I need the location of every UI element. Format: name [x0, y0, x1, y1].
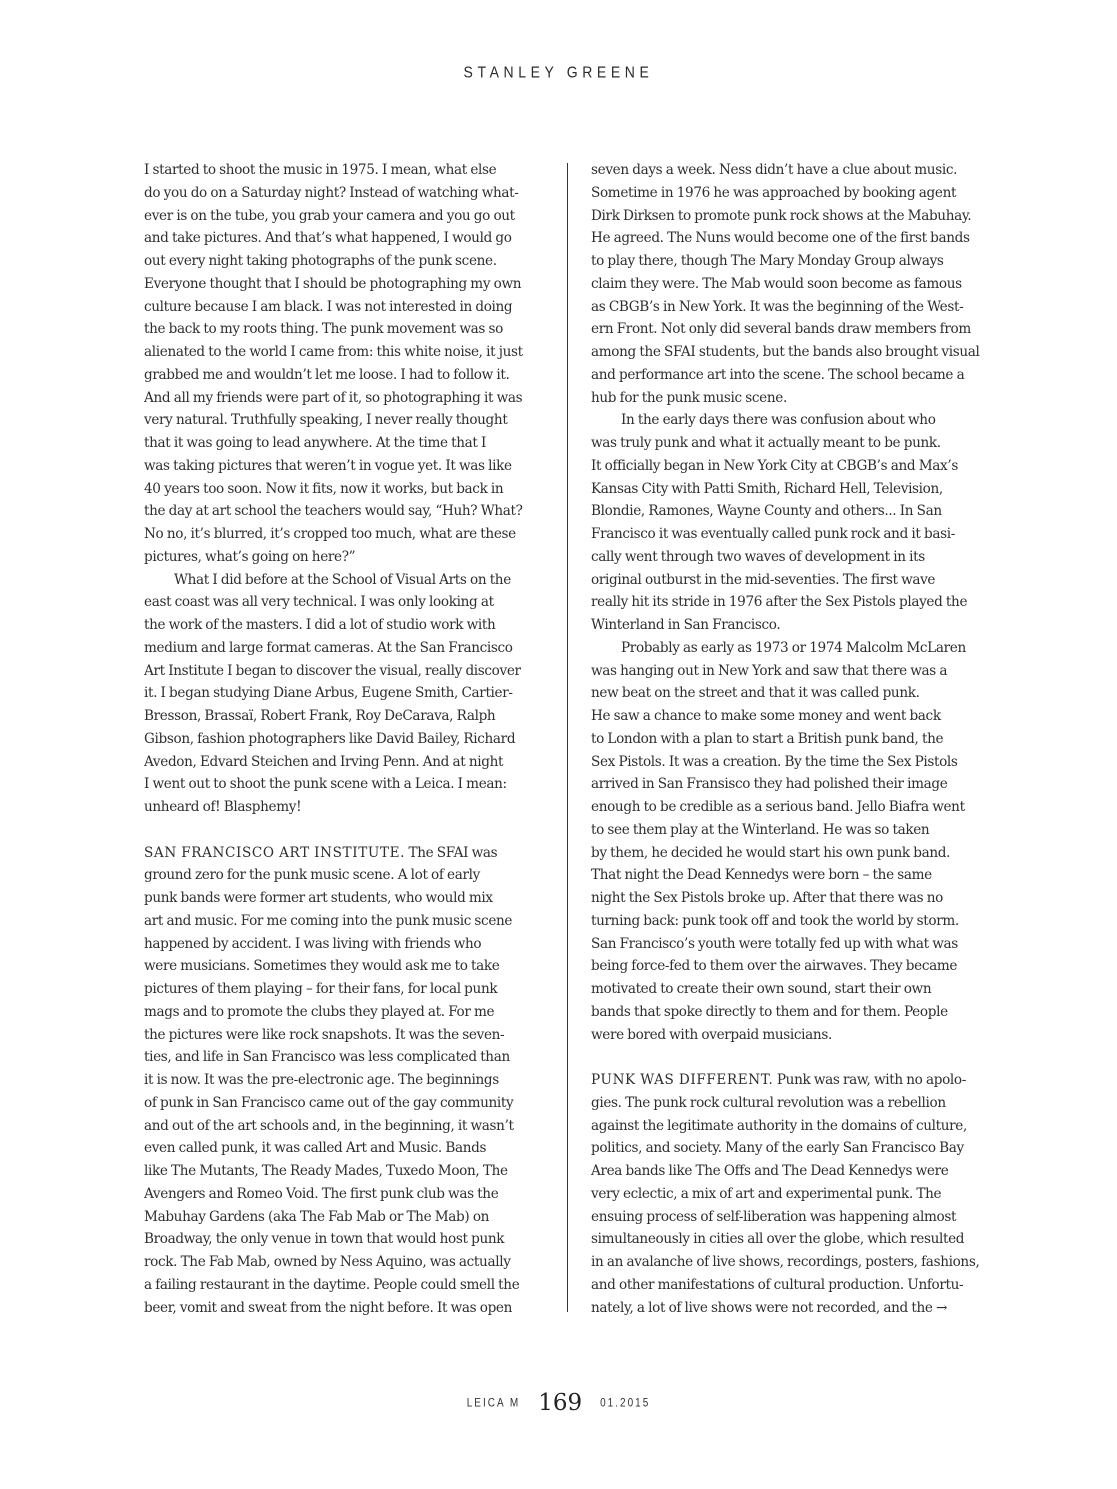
- text-line: happened by accident. I was living with friends who: [144, 935, 482, 952]
- section-gap: [591, 1046, 1001, 1069]
- text-line: rock. The Fab Mab, owned by Ness Aquino, was actually: [144, 1254, 511, 1270]
- text-line: mags and to promote the clubs they played at. For me: [144, 1003, 495, 1020]
- text-line: Mabuhay Gardens (aka The Fab Mab or The Mab) on: [144, 1208, 490, 1225]
- text-line: ern Front. Not only did several bands draw members from: [591, 321, 971, 338]
- text-line: Everyone thought that I should be photographing my own: [144, 275, 522, 292]
- text-line: nately, a lot of live shows were not recorded, and the →: [591, 1299, 948, 1316]
- text-line: Kansas City with Patti Smith, Richard Hell, Television,: [591, 480, 943, 497]
- text-line: Francisco it was eventually called punk rock and it basi-: [591, 526, 955, 542]
- text-line: hub for the punk music scene.: [591, 389, 787, 406]
- text-line: even called punk, it was called Art and Music. Bands: [144, 1140, 487, 1157]
- text-line: What I did before at the School of Visual Arts on the: [174, 571, 511, 588]
- text-line: unheard of! Blasphemy!: [144, 799, 302, 815]
- text-line: gies. The punk rock cultural revolution was a rebellion: [591, 1094, 946, 1111]
- text-line: He agreed. The Nuns would become one of the first bands: [591, 230, 970, 247]
- text-line: Probably as early as 1973 or 1974 Malcolm McLaren: [621, 639, 966, 656]
- text-line: arrived in San Fransisco they had polished their image: [591, 776, 948, 793]
- text-line: against the legitimate authority in the domains of culture,: [591, 1117, 967, 1134]
- section-san-francisco-art-institute: [144, 842, 544, 1320]
- issue-date: 01.2015: [600, 1396, 651, 1410]
- text-line: the back to my roots thing. The punk movement was so: [144, 321, 503, 338]
- paragraph-intro: [144, 159, 544, 569]
- left-column: [144, 159, 544, 1319]
- text-line: out every night taking photographs of the punk scene.: [144, 253, 497, 269]
- text-line: original outburst in the mid-seventies. The first wave: [591, 571, 936, 588]
- text-line: the day at art school the teachers would say, “Huh? What?: [144, 503, 523, 520]
- text-line: I started to shoot the music in 1975. I mean, what else: [144, 162, 497, 178]
- text-line: east coast was all very technical. I was only looking at: [144, 594, 494, 611]
- page-footer: [0, 1390, 1117, 1416]
- text-line: Winterland in San Francisco.: [591, 617, 781, 633]
- text-line: and performance art into the scene. The school became a: [591, 366, 965, 383]
- text-line: Sex Pistols. It was a creation. By the time the Sex Pistols: [591, 753, 958, 770]
- text-line: alienated to the world I came from: this white noise, it just: [144, 344, 523, 360]
- text-line: a failing restaurant in the daytime. People could smell the: [144, 1276, 520, 1293]
- text-line: motivated to create their own sound, start their own: [591, 981, 932, 997]
- text-line: bands that spoke directly to them and for them. People: [591, 1003, 948, 1020]
- text-line: 40 years too soon. Now it fits, now it works, but back in: [144, 480, 504, 497]
- text-line: to London with a plan to start a British punk band, the: [591, 730, 944, 747]
- column-divider: [567, 163, 568, 1312]
- section-heading: SAN FRANCISCO ART INSTITUTE.: [144, 844, 406, 861]
- section-body: [591, 1092, 1001, 1320]
- text-line: punk bands were former art students, who would mix: [144, 890, 493, 906]
- text-line: was truly punk and what it actually meant to be punk.: [591, 435, 941, 451]
- section-lead-text: The SFAI was: [405, 844, 498, 861]
- text-line: as CBGB’s in New York. It was the beginning of the West-: [591, 298, 964, 315]
- text-line: night the Sex Pistols broke up. After that there was no: [591, 890, 944, 906]
- text-line: like The Mutants, The Ready Mades, Tuxedo Moon, The: [144, 1163, 508, 1179]
- text-line: very eclectic, a mix of art and experimental punk. The: [591, 1185, 942, 1202]
- magazine-name: LEICA M: [466, 1396, 521, 1410]
- text-line: Gibson, fashion photographers like David Bailey, Richard: [144, 730, 516, 747]
- text-line: simultaneously in cities all over the globe, which resulted: [591, 1231, 965, 1248]
- paragraph-mclaren: [591, 637, 1001, 1047]
- text-line: by them, he decided he would start his own punk band.: [591, 844, 951, 861]
- text-line: pictures of them playing – for their fans, for local punk: [144, 981, 498, 997]
- text-line: No no, it’s blurred, it’s cropped too much, what are these: [144, 526, 516, 542]
- text-line: Sometime in 1976 he was approached by booking agent: [591, 184, 957, 201]
- text-line: Broadway, the only venue in town that would host punk: [144, 1231, 505, 1248]
- text-line: was taking pictures that weren’t in vogue yet. It was like: [144, 457, 512, 474]
- text-line: Art Institute I began to discover the visual, really discover: [144, 662, 521, 679]
- text-line: Bresson, Brassaï, Robert Frank, Roy DeCarava, Ralph: [144, 708, 496, 724]
- right-column: [591, 159, 1001, 1319]
- paragraph-school-of-visual-arts: [144, 569, 544, 819]
- text-line: ground zero for the punk music scene. A lot of early: [144, 867, 480, 884]
- text-line: enough to be credible as a serious band. Jello Biafra went: [591, 799, 965, 815]
- text-line: I went out to shoot the punk scene with a Leica. I mean:: [144, 776, 507, 793]
- text-line: San Francisco’s youth were totally fed up with what was: [591, 935, 958, 952]
- paragraph-mabuhay: [591, 159, 1001, 409]
- text-line: claim they were. The Mab would soon become as famous: [591, 275, 962, 292]
- paragraph-early-days: [591, 409, 1001, 637]
- text-line: to play there, though The Mary Monday Group always: [591, 253, 944, 269]
- text-line: and out of the art schools and, in the beginning, it wasn’t: [144, 1117, 514, 1134]
- text-line: it. I began studying Diane Arbus, Eugene Smith, Cartier-: [144, 685, 513, 702]
- section-body: [144, 864, 544, 1319]
- text-line: the pictures were like rock snapshots. It was the seven-: [144, 1026, 505, 1043]
- text-line: grabbed me and wouldn’t let me loose. I had to follow it.: [144, 366, 510, 383]
- text-line: Avengers and Romeo Void. The first punk club was the: [144, 1185, 499, 1202]
- text-line: it is now. It was the pre-electronic age. The beginnings: [144, 1072, 499, 1088]
- text-line: turning back: punk took off and took the world by storm.: [591, 912, 959, 929]
- text-line: among the SFAI students, but the bands also brought visual: [591, 344, 980, 360]
- text-line: He saw a chance to make some money and went back: [591, 708, 941, 724]
- text-line: culture because I am black. I was not interested in doing: [144, 298, 513, 315]
- text-line: Avedon, Edvard Steichen and Irving Penn. And at night: [144, 753, 504, 770]
- text-line: medium and large format cameras. At the San Francisco: [144, 639, 513, 656]
- text-line: really hit its stride in 1976 after the Sex Pistols played the: [591, 594, 968, 611]
- text-line: Area bands like The Offs and The Dead Kennedys were: [591, 1163, 949, 1179]
- text-line: of punk in San Francisco came out of the gay community: [144, 1094, 514, 1111]
- text-line: politics, and society. Many of the early San Francisco Bay: [591, 1140, 964, 1157]
- text-line: That night the Dead Kennedys were born – the same: [591, 867, 932, 884]
- text-line: And all my friends were part of it, so photographing it was: [144, 389, 523, 406]
- text-line: the work of the masters. I did a lot of studio work with: [144, 617, 496, 633]
- text-line: and other manifestations of cultural production. Unfortu-: [591, 1276, 964, 1293]
- text-line: and take pictures. And that’s what happened, I would go: [144, 230, 512, 247]
- continue-arrow-icon: →: [936, 1299, 948, 1316]
- text-line: in an avalanche of live shows, recordings, posters, fashions,: [591, 1254, 980, 1270]
- text-line: In the early days there was confusion about who: [621, 412, 936, 429]
- text-line: being force-fed to them over the airwaves. They became: [591, 958, 958, 975]
- text-line: new beat on the street and that it was called punk.: [591, 685, 920, 702]
- text-line: to see them play at the Winterland. He was so taken: [591, 821, 930, 838]
- text-line: were bored with overpaid musicians.: [591, 1026, 832, 1043]
- text-line: It officially began in New York City at CBGB’s and Max’s: [591, 457, 958, 474]
- text-line: seven days a week. Ness didn’t have a clue about music.: [591, 162, 958, 178]
- page-number: 169: [538, 1390, 583, 1416]
- text-line: beer, vomit and sweat from the night before. It was open: [144, 1299, 513, 1316]
- section-gap: [144, 819, 544, 842]
- text-line: cally went through two waves of development in its: [591, 548, 925, 565]
- section-punk-was-different: [591, 1069, 1001, 1319]
- text-line: very natural. Truthfully speaking, I never really thought: [144, 412, 508, 429]
- text-line: do you do on a Saturday night? Instead of watching what-: [144, 184, 519, 201]
- text-line: ever is on the tube, you grab your camera and you go out: [144, 207, 515, 224]
- running-head: STANLEY GREENE: [463, 62, 654, 82]
- text-line: ensuing process of self-liberation was happening almost: [591, 1208, 957, 1225]
- text-line: Dirk Dirksen to promote punk rock shows at the Mabuhay.: [591, 207, 972, 224]
- text-line: that it was going to lead anywhere. At the time that I: [144, 435, 487, 451]
- text-line: Blondie, Ramones, Wayne County and others... In San: [591, 503, 942, 520]
- text-line: were musicians. Sometimes they would ask me to take: [144, 958, 500, 975]
- text-line: ties, and life in San Francisco was less complicated than: [144, 1049, 510, 1066]
- section-heading: PUNK WAS DIFFERENT.: [591, 1072, 774, 1088]
- section-lead-text: Punk was raw, with no apolo-: [773, 1072, 966, 1088]
- text-line: art and music. For me coming into the punk music scene: [144, 912, 513, 929]
- text-line: was hanging out in New York and saw that there was a: [591, 662, 948, 679]
- text-line: pictures, what’s going on here?”: [144, 548, 356, 565]
